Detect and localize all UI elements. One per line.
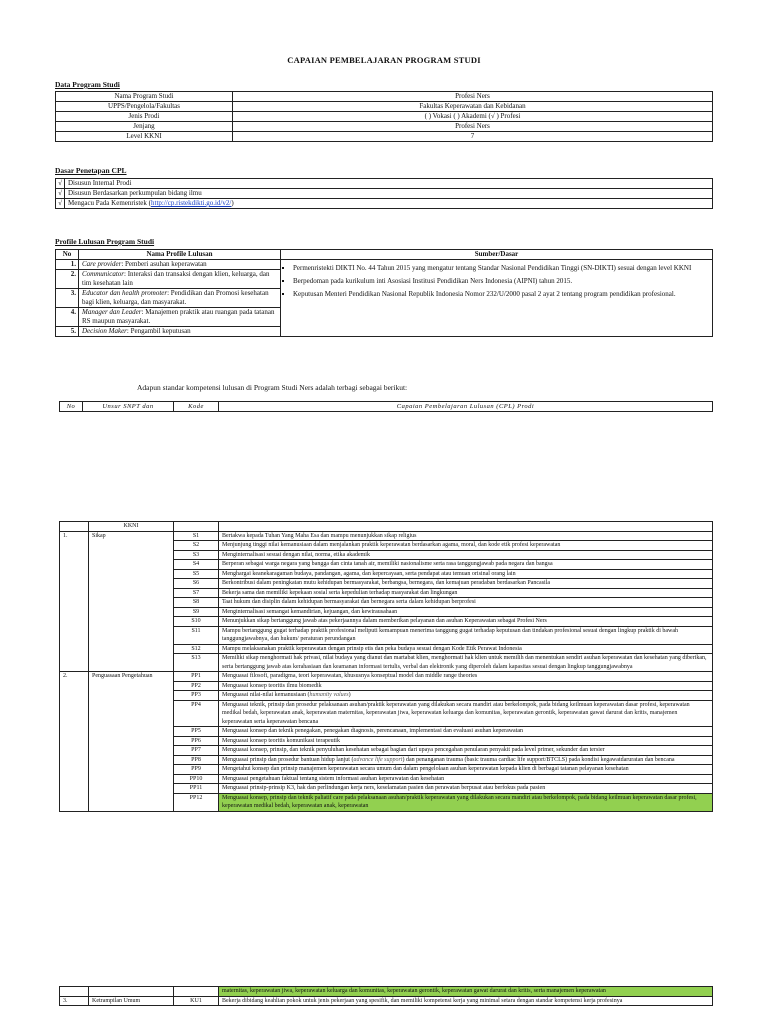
table-row	[56, 199, 713, 209]
profile-role: Communicator	[82, 270, 124, 278]
cpl-text: Menguasai prinsip-prinsip K3, hak dan perlindungan kerja ners, keselamatan pasien dan perawatan berpusat atau berfokus pada pasien	[219, 784, 713, 794]
cpl-text: Menguasai konsep teoritis komunikasi terapeutik	[219, 736, 713, 746]
basis-text: Disusun Berdasarkan perkumpulan bidang ilmu	[65, 189, 713, 199]
value-cell: Profesi Ners	[233, 92, 713, 102]
cpl-code: PP8	[174, 755, 219, 765]
cpl-code: S8	[174, 598, 219, 608]
group-no-cell	[60, 987, 89, 997]
cpl-code: S6	[174, 579, 219, 589]
source-cell	[281, 260, 713, 337]
cpl-text: Menguasai pengetahuan faktual tentang sistem informasi asuhan keperawatan dan kesehatan	[219, 774, 713, 784]
check-mark: √	[56, 189, 65, 199]
cpl-code: S5	[174, 569, 219, 579]
cpl-code: PP6	[174, 736, 219, 746]
cpl-header-table	[59, 401, 713, 412]
label-cell: UPPS/Pengelola/Fakultas	[56, 102, 233, 112]
cpl-text: Berperan sebagai warga negara yang bangga dan cinta tanah air, memiliki nasionalisme serta rasa tanggungjawab pada negara dan bangsa	[219, 560, 713, 570]
cpl-code: PP7	[174, 746, 219, 756]
cpl-code: S2	[174, 541, 219, 551]
group-name: Penguasaan Pengetahuan	[89, 672, 174, 812]
check-mark: √	[56, 199, 65, 209]
cpl-text: Menginternalisasi sesuai dengan nilai, norma, etika akademik	[219, 550, 713, 560]
cpl-text: Mampu bertanggung gugat terhadap praktik profesional meliputi kemampuan menerima tanggung gugat terhadap keputusan dan tindakan profesional sesuai dengan lingkup praktik di bawah tanggungjawabnya, dan hukum/ peraturan perundangan	[219, 626, 713, 644]
label-cell: Nama Program Studi	[56, 92, 233, 102]
cpl-text-suffix: )	[348, 692, 351, 698]
cpl-text: Menjunjung tinggi nilai kemanusiaan dalam menjalankan praktik keperawatan berdasarkan agama, moral, dan kode etik profesi keperawatan	[219, 541, 713, 551]
cpl-text-emphasis: advance life support	[353, 756, 403, 763]
group-no: 3.	[60, 996, 89, 1006]
col-cpl: Capaian Pembelajaran Lulusan (CPL) Prodi	[219, 402, 713, 412]
basis-text: Disusun Internal Prodi	[65, 179, 713, 189]
table-row	[56, 189, 713, 199]
cpl-text: Menguasai teknik, prinsip dan prosedur pelaksanaan asuhan/praktik keperawatan yang dilakukan secara mandiri atau berkelompok, pada bidang keilmuan keperawatan dasar profesi, keperawatan medikal bedah, keperawatan anak, keperawatan maternitas, keperawatan jiwa, keperawatan keluarga dan komunitas, keperawatan gerontik, keperawatan gawat darurat dan kritis, manajemen keperawatan serta keperawatan bencana	[219, 700, 713, 727]
cpl-text: Menguasai konsep, prinsip, dan teknik penyuluhan kesehatan sebagai bagian dari upaya pencegahan penularan penyakit pada level primer, sekunder dan tersier	[219, 746, 713, 756]
value-cell: Fakultas Keperawatan dan Kebidanan	[233, 102, 713, 112]
profile-name	[79, 327, 281, 337]
group-name: Sikap	[89, 531, 174, 672]
profile-no: 3.	[56, 289, 79, 308]
cpl-code: S10	[174, 617, 219, 627]
cpl-text-suffix: ) dan penanganan trauma (basic trauma cardiac life support/BTCLS) pada kondisi kegawatdaruratan dan bencana	[402, 756, 675, 763]
group-no: 2.	[60, 672, 89, 812]
cpl-text: Menghargai keanekaragaman budaya, pandangan, agama, dan kepercayaan, serta pendapat atau temuan orisinal orang lain	[219, 569, 713, 579]
profile-name	[79, 289, 281, 308]
cpl-code: S1	[174, 531, 219, 541]
cpl-text: Menginternalisasi semangat kemandirian, kejuangan, dan kewirausahaan	[219, 607, 713, 617]
profile-no: 4.	[56, 308, 79, 327]
table-row	[56, 92, 713, 102]
profile-no: 1.	[56, 260, 79, 270]
cpl-text-prefix: Menguasai nilai-nilai kemanusiaan (	[222, 692, 310, 698]
cpl-code: PP5	[174, 727, 219, 737]
cpl-text: Mengetahui konsep dan prinsip manajemen keperawatan secara umum dan dalam pengelolaan asuhan keperawatan kepada klien di berbagai tatanan pelayanan kesehatan	[219, 765, 713, 775]
table-row	[56, 112, 713, 122]
basis-text-suffix: )	[231, 199, 234, 207]
col-kode: Kode	[174, 402, 219, 412]
cpl-code: PP10	[174, 774, 219, 784]
label-cell: Jenjang	[56, 122, 233, 132]
profile-table	[55, 249, 713, 337]
value-cell: 7	[233, 132, 713, 142]
table-header-row	[60, 522, 713, 532]
col-no: No	[60, 402, 83, 412]
cpl-code: S12	[174, 644, 219, 654]
cpl-text: Berkontribusi dalam peningkatan mutu kehidupan bermasyarakat, berbangsa, bernegara, dan kemajuan peradaban berdasarkan Pancasila	[219, 579, 713, 589]
cpl-table	[59, 521, 713, 812]
kkni-header: KKNI	[89, 522, 174, 532]
cpl-code: KU1	[174, 996, 219, 1006]
col-source: Sumber/Dasar	[281, 250, 713, 260]
dasar-cpl-table	[55, 178, 713, 209]
cpl-text: Mampu melaksanakan praktik keperawatan dengan prinsip etis dan peka budaya sesuai dengan Kode Etik Perawat Indonesia	[219, 644, 713, 654]
cpl-text	[219, 691, 713, 701]
cpl-text: Taat hukum dan disiplin dalam kehidupan bermasyarakat dan bernegara serta dalam kehidupan berprofesi	[219, 598, 713, 608]
data-program-heading: Data Program Studi	[55, 80, 120, 89]
header-blank	[219, 522, 713, 532]
col-no: No	[56, 250, 79, 260]
table-row	[56, 122, 713, 132]
cpl-code: PP4	[174, 700, 219, 727]
cpl-text: Bekerja dibidang keahlian pokok untuk jenis pekerjaan yang spesifik, dan memiliki kompetensi kerja yang minimal setara dengan standar kompetensi kerja profesinya	[219, 996, 713, 1006]
col-profile-name: Nama Profile Lulusan	[79, 250, 281, 260]
profile-name	[79, 260, 281, 270]
label-cell: Jenis Prodi	[56, 112, 233, 122]
profile-desc: : Manajemen praktik atau ruangan pada tatanan RS maupun masyarakat.	[82, 308, 275, 325]
profile-desc: : Pemberi asuhan keperawatan	[121, 260, 207, 268]
cpl-code: S9	[174, 607, 219, 617]
cpl-code: PP1	[174, 672, 219, 682]
profile-heading: Profile Lulusan Program Studi	[55, 237, 155, 246]
cpl-code: PP2	[174, 681, 219, 691]
profile-desc: : Pengambil keputusan	[126, 327, 191, 335]
header-blank	[60, 522, 89, 532]
intro-text: Adapun standar kompetensi lulusan di Program Studi Ners adalah terbagi sebagai berikut:	[137, 383, 408, 392]
list-item: ▪ Permenristekti DIKTI No. 44 Tahun 2015 yang mengatur tentang Standar Nasional Pendidikan Tinggi (SN-DIKTI) sesuai dengan level KKNI	[293, 262, 708, 275]
group-name-cell	[89, 987, 174, 997]
cpl-text: maternitas, keperawatan jiwa, keperawatan keluarga dan komunitas, keperawatan gerontik, keperawatan gawat darurat dan kritis, serta manajemen keperawatan	[219, 987, 713, 997]
table-row	[60, 531, 713, 541]
cpl-code: S11	[174, 626, 219, 644]
table-row	[60, 987, 713, 997]
basis-text	[65, 199, 713, 209]
cpl-code: PP9	[174, 765, 219, 775]
profile-role: Educator dan health promoter	[82, 289, 168, 297]
cpl-text: Menguasai konsep teoritis ilmu biomedik	[219, 681, 713, 691]
table-row	[56, 260, 713, 270]
table-header-row	[60, 402, 713, 412]
code-cell	[174, 987, 219, 997]
table-row	[56, 102, 713, 112]
value-cell: Profesi Ners	[233, 122, 713, 132]
cpl-code: PP11	[174, 784, 219, 794]
profile-role: Decision Maker	[82, 327, 127, 335]
dasar-cpl-heading: Dasar Penetapan CPL	[55, 166, 127, 175]
value-cell: ( ) Vokasi ( ) Akademi (√ ) Profesi	[233, 112, 713, 122]
page-title: CAPAIAN PEMBELAJARAN PROGRAM STUDI	[287, 55, 481, 65]
cpl-continuation-table	[59, 986, 713, 1006]
cpl-code: PP12	[174, 793, 219, 811]
group-no: 1.	[60, 531, 89, 672]
cpl-text: Bekerja sama dan memiliki kepekaan sosial serta kepedulian terhadap masyarakat dan lingkungan	[219, 588, 713, 598]
cpl-text: Bertakwa kepada Tuhan Yang Maha Esa dan mampu menunjukkan sikap religius	[219, 531, 713, 541]
list-item: ▪ Berpedoman pada kurikulum inti Asosiasi Institusi Pendidikan Ners Indonesia (AIPNI) tahun 2015.	[293, 275, 708, 288]
profile-no: 5.	[56, 327, 79, 337]
profile-no: 2.	[56, 270, 79, 289]
cpl-text: Menguasai konsep dan teknik penegakan, penegakan diagnosis, perencanaan, implementasi dan evaluasi asuhan keperawatan	[219, 727, 713, 737]
data-program-table	[55, 91, 713, 142]
source-list	[285, 262, 708, 301]
header-blank	[174, 522, 219, 532]
check-mark: √	[56, 179, 65, 189]
cpl-code: S7	[174, 588, 219, 598]
table-header-row	[56, 250, 713, 260]
profile-role: Manager dan Leader	[82, 308, 142, 316]
col-unsur: Unsur SNPT dan	[83, 402, 174, 412]
cpl-text: Menguasai filosofi, paradigma, teori keperawatan, khususnya konseptual model dan middle range theories	[219, 672, 713, 682]
cpl-text	[219, 755, 713, 765]
list-item: ▪ Keputusan Menteri Pendidikan Nasional Republik Indonesia Nomor 232/U/2000 pasal 2 ayat 2 tentang program pendidikan profesional.	[293, 288, 708, 301]
cpl-text: Menguasai konsep, prinsip dan teknik paliatif care pada pelaksanaan asuhan/praktik keperawatan yang dilakukan secara mandiri atau berkelompok, pada bidang keilmuan keperawatan dasar profesi, keperawatan medikal bedah, keperawatan anak, keperawatan	[219, 793, 713, 811]
table-row	[60, 996, 713, 1006]
cpl-code: PP3	[174, 691, 219, 701]
profile-role: Care provider	[82, 260, 122, 268]
label-cell: Level KKNI	[56, 132, 233, 142]
profile-name	[79, 308, 281, 327]
group-name: Ketrampilan Umum	[89, 996, 174, 1006]
profile-desc: : Pendidikan dan Promosi kesehatan bagi klien, keluarga, dan masyarakat.	[82, 289, 269, 306]
table-row	[56, 179, 713, 189]
cpl-text: Menunjukkan sikap bertanggung jawab atas pekerjaannya dalam memberikan pelayanan dan asuhan Keperawatan sebagai Profesi Ners	[219, 617, 713, 627]
cpl-code: S13	[174, 654, 219, 672]
cpl-text-prefix: Menguasai prinsip dan prosedur bantuan hidup lanjut (	[222, 756, 354, 763]
cpl-text-emphasis: humanity values	[309, 692, 349, 698]
basis-text-prefix: Mengacu Pada Kemenristek (	[68, 199, 151, 207]
cpl-code: S3	[174, 550, 219, 560]
cpl-code: S4	[174, 560, 219, 570]
table-row	[60, 672, 713, 682]
profile-name	[79, 270, 281, 289]
cpl-text: Memiliki sikap menghormati hak privasi, nilai budaya yang dianut dan martabat klien, menghormati hak klien untuk memilih dan menentukan sendiri asuhan keperawatan dan kesehatan yang diberikan, serta bertanggung jawab atas kerahasiaan dan keamanan informasi tertulis, verbal dan elektronik yang diperoleh dalam kapasitas sesuai dengan lingkup tanggungjawabnya	[219, 654, 713, 672]
table-row	[56, 132, 713, 142]
profile-desc: : Interaksi dan transaksi dengan klien, keluarga, dan tim kesehatan lain	[82, 270, 270, 287]
kemenristek-link[interactable]: http://cp.ristekdikti.go.id/v2/	[151, 199, 232, 207]
